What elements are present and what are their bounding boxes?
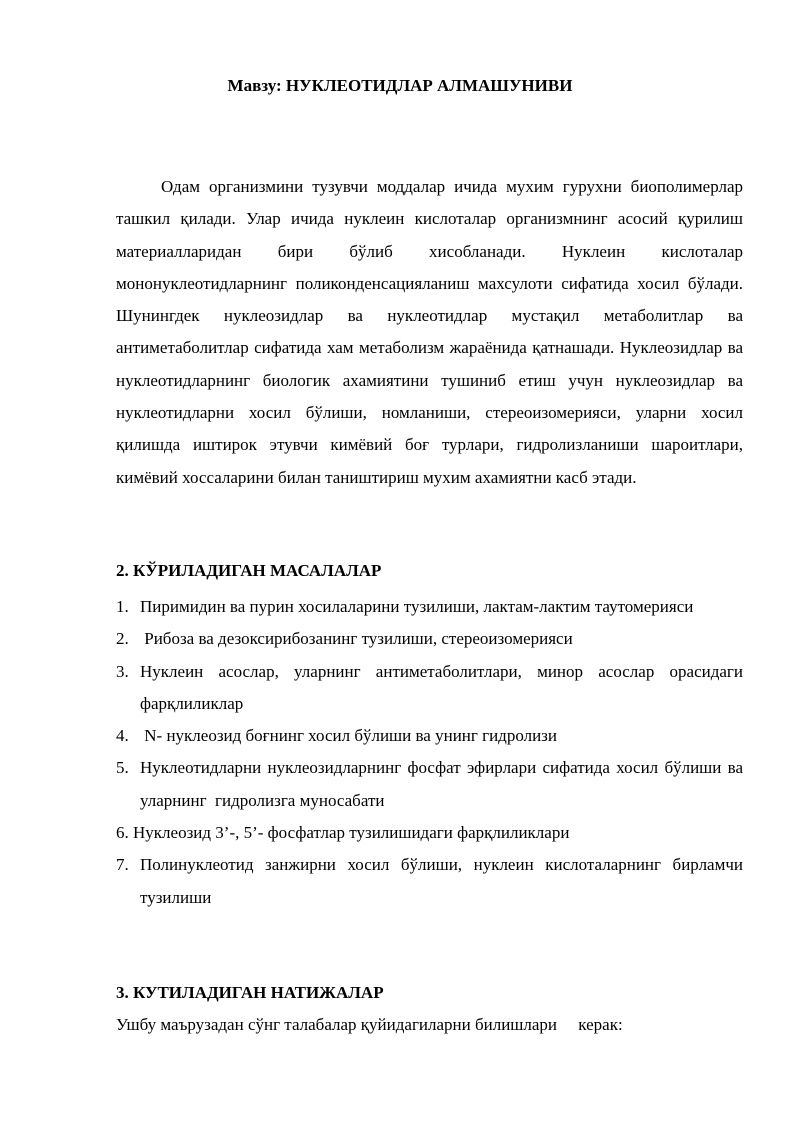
list-item-text: 6. Нуклеозид 3’-, 5’- фосфатлар тузилишидаги фарқлиликлари: [116, 823, 570, 843]
list-item: [116, 623, 743, 655]
list-item-number: 7.: [116, 855, 129, 875]
section-heading-results: 3. КУТИЛАДИГАН НАТИЖАЛАР: [116, 983, 384, 1002]
list-item-number: 1.: [116, 597, 129, 616]
list-item: [116, 720, 743, 752]
issues-list: [116, 591, 748, 914]
list-item-text: N- нуклеозид боғнинг хосил бўлиши ва унинг гидролизи: [140, 726, 557, 746]
list-item-text: Рибоза ва дезоксирибозанинг тузилиши, стереоизомерияси: [140, 629, 573, 649]
list-item: [116, 591, 743, 623]
intro-paragraph: Одам организмини тузувчи моддалар ичида мухим гурухни биополимерлар ташкил қилади. Улар ичида нуклеин кислоталар организмнинг асосий қурилиш материалларидан бири бўлиб хисобланади. Нуклеин кислоталар мононуклеотидларнинг поликонденсацияланиш махсулоти сифатида хосил бўлади. Шунингдек нуклеозидлар ва нуклеотидлар мустақил метаболитлар ва антиметаболитлар сифатида хам метаболизм жараёнида қатнашади. Нуклеозидлар ва нуклеотидларнинг биологик ахамиятини тушиниб етиш учун нуклеозидлар ва нуклеотидларни хосил бўлиши, номланиши, стереоизомерияси, уларни хосил қилишда иштирок этувчи кимёвий боғ турлари, гидролизланиши шароитлари, кимёвий хоссаларини билан таништириш мухим ахамиятни касб этади.: [116, 177, 743, 487]
list-item: [116, 752, 748, 817]
list-item: [116, 817, 743, 849]
list-item-text: Полинуклеотид занжирни хосил бўлиши, нуклеин кислоталарнинг бирламчи тузилиши: [140, 855, 743, 907]
list-item-number: 2.: [116, 629, 129, 649]
list-item-text: Нуклеин асослар, уларнинг антиметаболитлари, минор асослар орасидаги фарқлиликлар: [140, 661, 743, 713]
list-item-text: Нуклеотидларни нуклеозидларнинг фосфат эфирлари сифатида хосил бўлиши ва уларнинг гидролизга муносабати: [140, 758, 748, 810]
list-item: [116, 656, 743, 721]
section-heading-issues: 2. КЎРИЛАДИГАН МАСАЛАЛАР: [116, 561, 382, 580]
list-item-number: 5.: [116, 758, 129, 778]
list-item-number: 4.: [116, 726, 129, 746]
list-item-text: Пиримидин ва пурин хосилаларини тузилиши, лактам-лактим таутомерияси: [140, 597, 694, 616]
document-title: Мавзу: НУКЛЕОТИДЛАР АЛМАШУНИВИ: [227, 76, 573, 95]
list-item: [116, 849, 743, 914]
list-item-number: 3.: [116, 661, 129, 681]
results-intro-text: Ушбу маърузадан сўнг талабалар қуйидагиларни билишлари керак:: [116, 1015, 623, 1034]
